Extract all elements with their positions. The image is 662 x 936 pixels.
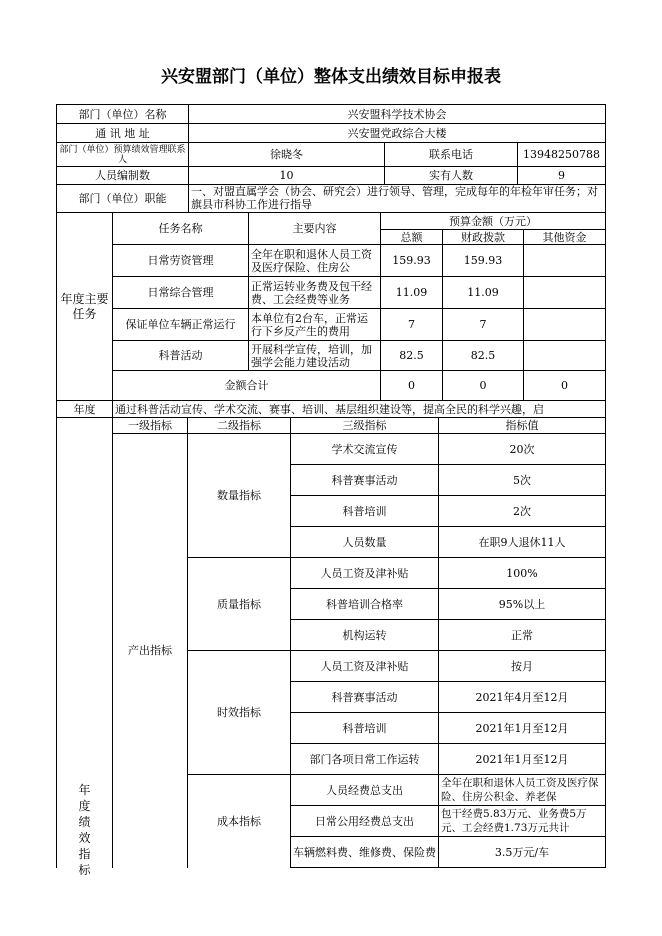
task-total: 11.09 (381, 277, 443, 309)
contact-label: 部门（单位）预算绩效管理联系人 (57, 143, 189, 167)
perf-side-label-text: 年度绩效指标 (78, 782, 91, 877)
level3-item: 车辆燃料费、维修费、保险费 (291, 837, 439, 868)
task-other (524, 309, 606, 341)
level2-quantity: 数量指标 (188, 434, 291, 558)
task-row (57, 309, 606, 341)
other-header: 其他资金 (524, 230, 606, 245)
task-row (57, 245, 606, 277)
indicator-value: 100% (439, 558, 606, 589)
task-content-header: 主要内容 (249, 213, 381, 245)
task-fiscal: 159.93 (443, 245, 524, 277)
indicator-value: 2021年4月至12月 (439, 682, 606, 713)
level2-cost: 成本指标 (188, 775, 291, 868)
contact-value: 徐晓冬 (189, 143, 385, 167)
task-content: 全年在职和退休人员工资及医疗保险、住房公 (249, 245, 381, 277)
fiscal-header: 财政拨款 (443, 230, 524, 245)
page-title: 兴安盟部门（单位）整体支出绩效目标申报表 (161, 67, 501, 87)
level3-item: 部门各项日常工作运转 (291, 744, 439, 775)
basic-info-table (56, 104, 606, 213)
goal-label: 年度 (57, 401, 113, 418)
task-name: 日常劳资管理 (113, 245, 249, 277)
dept-name-value: 兴安盟科学技术协会 (189, 105, 606, 124)
level3-item: 人员工资及津补贴 (291, 558, 439, 589)
level2-header: 二级指标 (188, 418, 291, 434)
level1-output: 产出指标 (113, 434, 188, 868)
level2-quality: 质量指标 (188, 558, 291, 651)
annual-goal-table (56, 400, 606, 418)
task-name: 科普活动 (113, 341, 249, 371)
task-fiscal: 7 (443, 309, 524, 341)
level3-item: 学术交流宣传 (291, 434, 439, 465)
level3-item: 机构运转 (291, 620, 439, 651)
task-content: 开展科学宣传，培训，加强学会能力建设活动 (249, 341, 381, 371)
sum-other: 0 (524, 371, 606, 401)
sum-total: 0 (381, 371, 443, 401)
level3-item: 科普培训 (291, 713, 439, 744)
duty-value: 一、对盟直属学会（协会、研究会）进行领导、管理，完成每年的年检年审任务；对旗县市科协工作进行指导 (191, 185, 598, 211)
level3-item: 人员经费总支出 (291, 775, 439, 806)
indicator-value: 20次 (439, 434, 606, 465)
indicator-value: 95%以上 (439, 589, 606, 620)
task-total: 82.5 (381, 341, 443, 371)
indicator-value: 3.5万元/车 (439, 837, 606, 868)
task-total: 7 (381, 309, 443, 341)
task-content: 本单位有2台车，正常运行下乡反产生的费用 (249, 309, 381, 341)
level3-item: 科普培训合格率 (291, 589, 439, 620)
level3-item: 科普培训 (291, 496, 439, 527)
level3-item: 日常公用经费总支出 (291, 806, 439, 837)
task-content: 正常运转业务费及包干经费、工会经费等业务 (249, 277, 381, 309)
indicator-value: 2021年1月至12月 (439, 713, 606, 744)
phone-value: 13948250788 (518, 143, 606, 167)
indicator-value: 2次 (439, 496, 606, 527)
phone-label: 联系电话 (385, 143, 518, 167)
perf-side-label (57, 418, 113, 877)
value-header: 指标值 (439, 418, 606, 434)
level3-item: 科普赛事活动 (291, 465, 439, 496)
level3-item: 人员工资及津补贴 (291, 651, 439, 682)
address-label: 通 讯 地 址 (57, 124, 189, 143)
task-other (524, 277, 606, 309)
level3-header: 三级指标 (291, 418, 439, 434)
task-row (57, 341, 606, 371)
goal-text: 通过科普活动宣传、学术交流、赛事、培训、基层组织建设等，提高全民的科学兴趣，启 (113, 401, 606, 418)
task-other (524, 245, 606, 277)
staff-quota-label: 人员编制数 (57, 167, 189, 185)
annual-tasks-table (56, 212, 606, 401)
task-name-header: 任务名称 (113, 213, 249, 245)
dept-name-label: 部门（单位）名称 (57, 105, 189, 124)
actual-staff-value: 9 (518, 167, 606, 185)
task-name: 保证单位车辆正常运行 (113, 309, 249, 341)
level3-item: 科普赛事活动 (291, 682, 439, 713)
task-row (57, 277, 606, 309)
actual-staff-label: 实有人数 (385, 167, 518, 185)
total-header: 总额 (381, 230, 443, 245)
indicator-value: 按月 (439, 651, 606, 682)
indicator-value: 正常 (439, 620, 606, 651)
level1-header: 一级指标 (113, 418, 188, 434)
performance-table (56, 417, 606, 877)
tasks-side-label: 年度主要任务 (57, 213, 113, 401)
indicator-value: 包干经费5.83万元、业务费5万元、工会经费1.73万元共计 (441, 807, 587, 834)
level2-timeliness: 时效指标 (188, 651, 291, 775)
indicator-value: 5次 (439, 465, 606, 496)
duty-label: 部门（单位）职能 (57, 185, 189, 213)
indicator-value: 全年在职和退休人员工资及医疗保险、住房公积金、养老保 (441, 776, 599, 803)
sum-fiscal: 0 (443, 371, 524, 401)
task-name: 日常综合管理 (113, 277, 249, 309)
task-total: 159.93 (381, 245, 443, 277)
task-fiscal: 11.09 (443, 277, 524, 309)
staff-quota-value: 10 (189, 167, 385, 185)
sum-label: 金额合计 (113, 371, 381, 401)
indicator-value: 在职9人退休11人 (439, 527, 606, 558)
address-value: 兴安盟党政综合大楼 (189, 124, 606, 143)
level3-item: 人员数量 (291, 527, 439, 558)
budget-header: 预算金额（万元） (381, 213, 606, 230)
task-fiscal: 82.5 (443, 341, 524, 371)
task-other (524, 341, 606, 371)
indicator-value: 2021年1月至12月 (439, 744, 606, 775)
